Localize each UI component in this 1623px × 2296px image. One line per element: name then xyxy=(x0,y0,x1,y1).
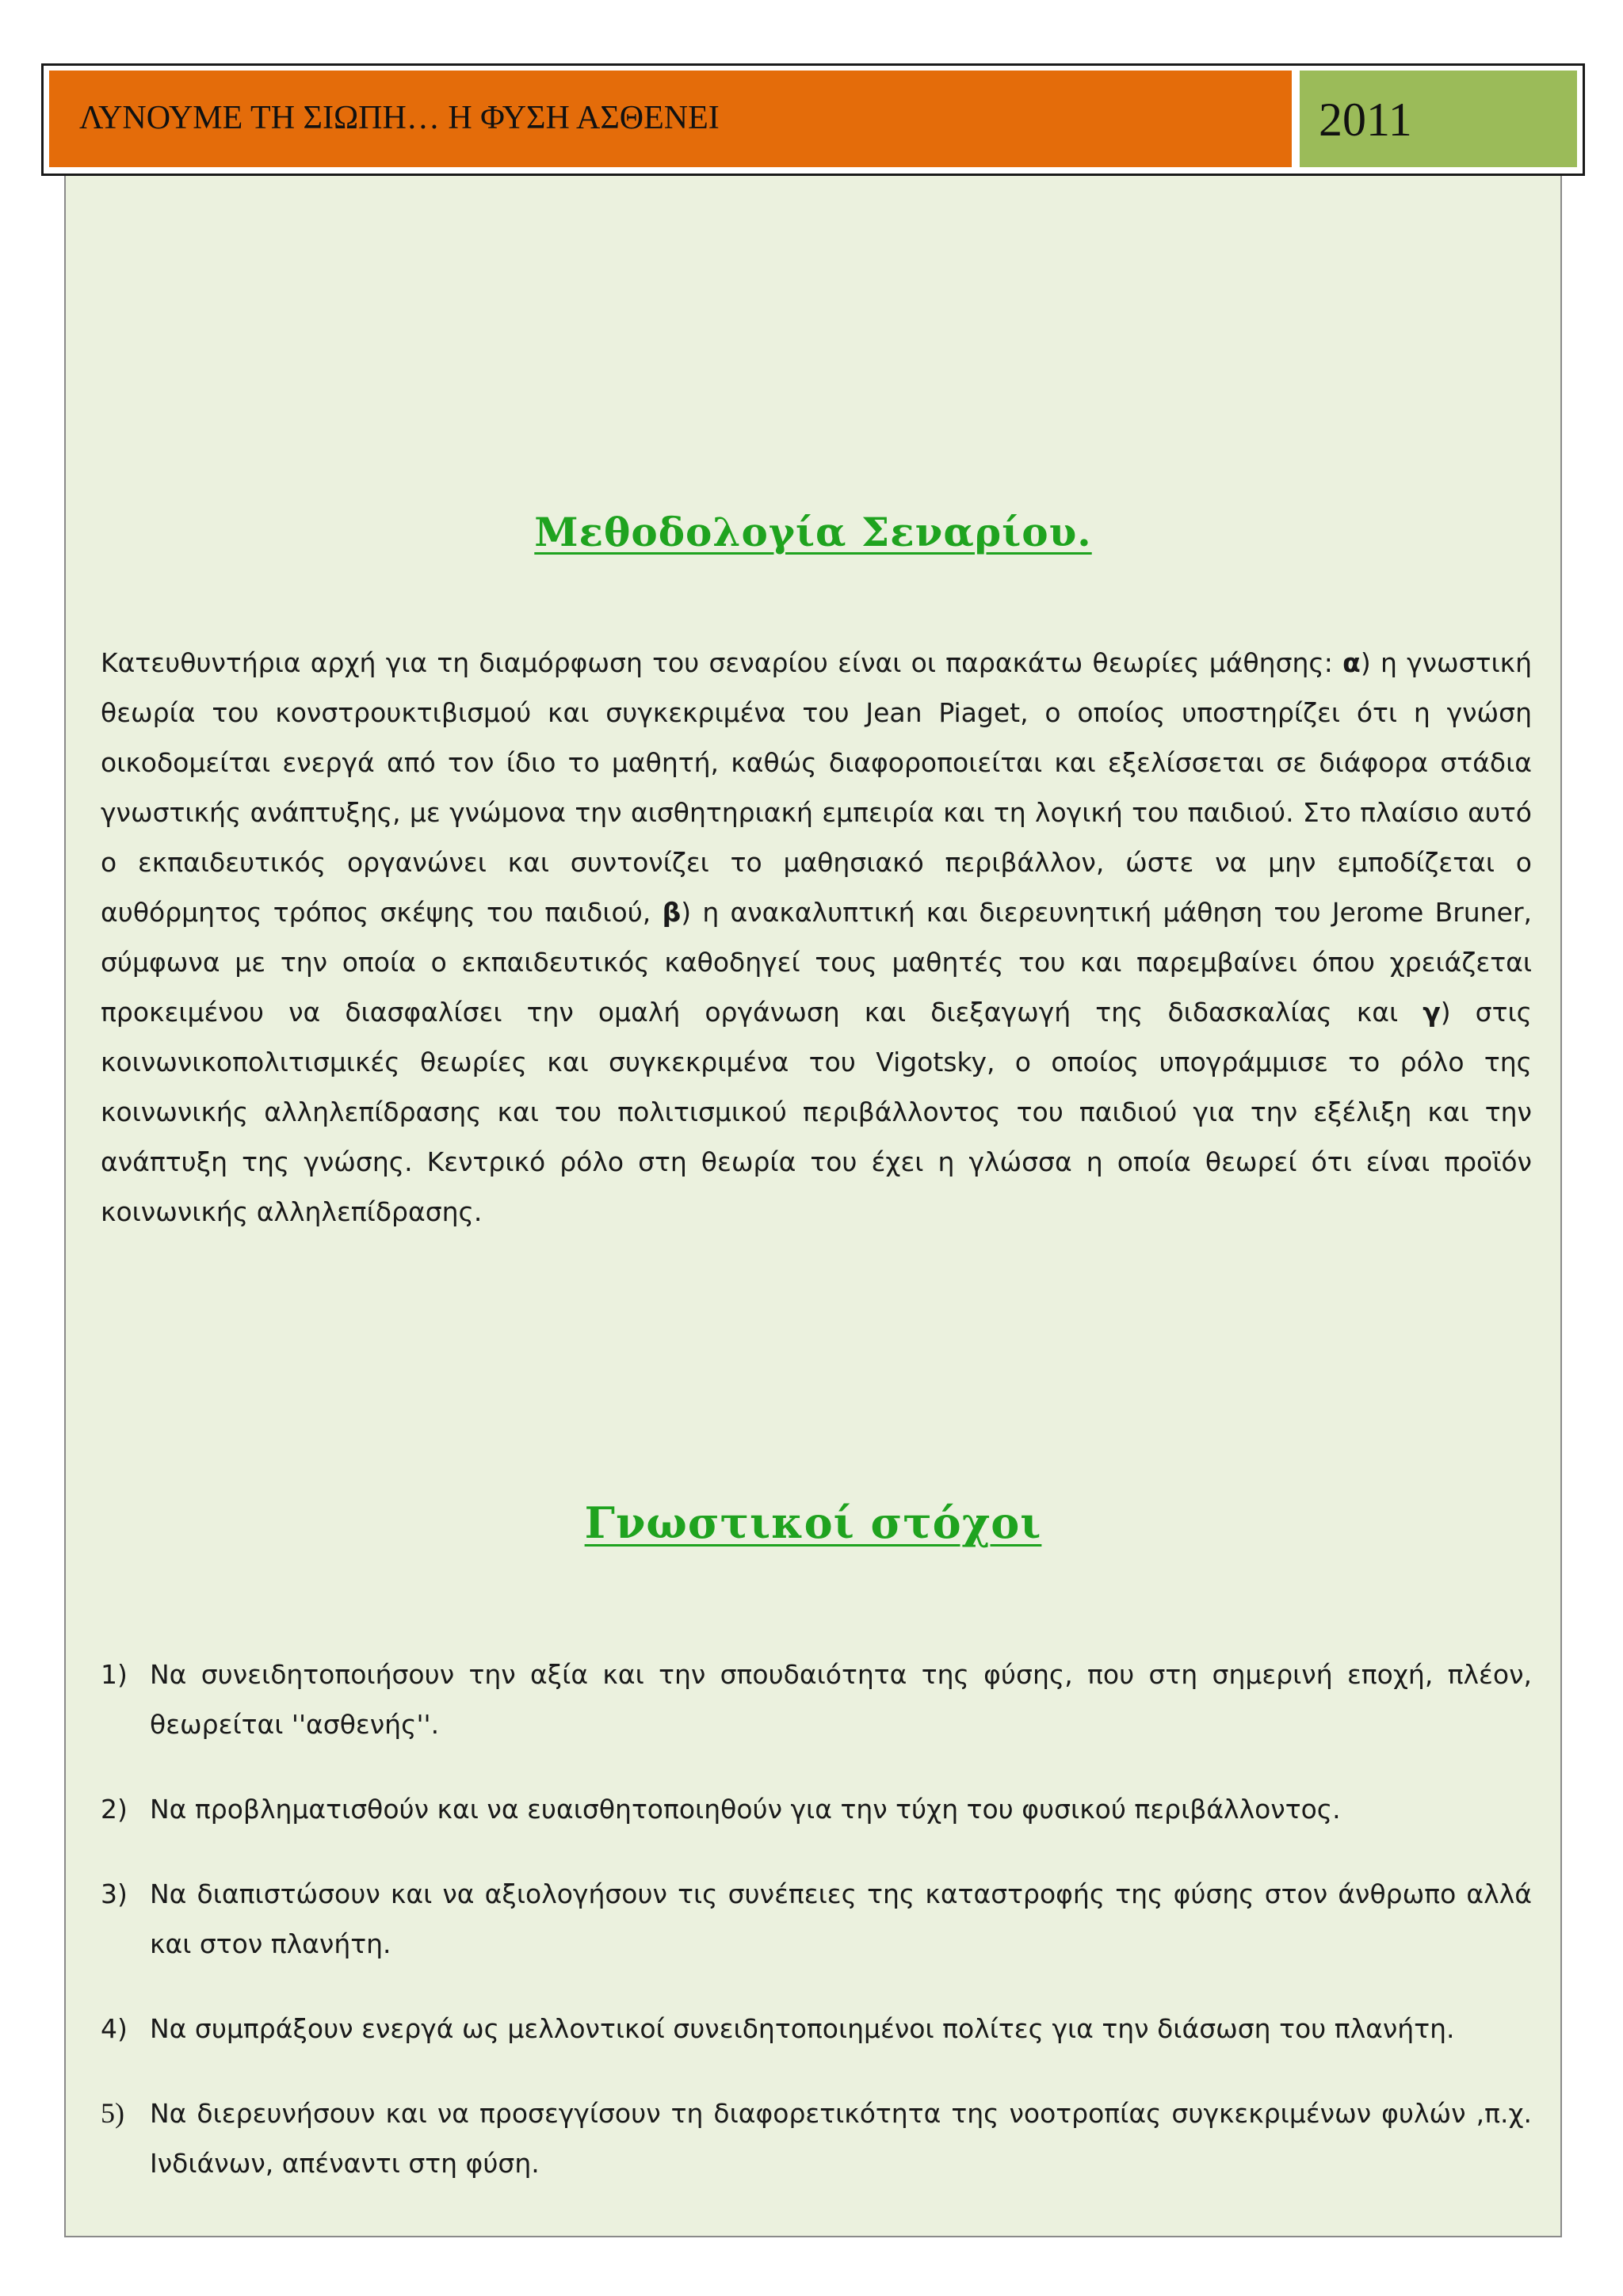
goal-item xyxy=(101,2088,1532,2188)
goal-item xyxy=(101,1784,1532,1834)
goal-text: Να συμπράξουν ενεργά ως μελλοντικοί συνειδητοποιημένοι πολίτες για την διάσωση του πλανήτη. xyxy=(150,2013,1455,2044)
goal-text: Να προβληματισθούν και να ευαισθητοποιηθούν για την τύχη του φυσικού περιβάλλοντος. xyxy=(150,1794,1341,1825)
methodology-text-part-1: Κατευθυντήρια αρχή για τη διαμόρφωση του σεναρίου είναι οι παρακάτω θεωρίες μάθησης: xyxy=(101,647,1343,678)
marker-alpha: α xyxy=(1342,647,1361,678)
header-title: ΛΥΝΟΥΜΕ ΤΗ ΣΙΩΠΗ… Η ΦΥΣΗ ΑΣΘΕΝΕΙ xyxy=(79,100,720,136)
goal-number: 3) xyxy=(101,1878,128,1909)
header-title-band xyxy=(49,71,1292,167)
marker-gamma: γ xyxy=(1423,997,1441,1028)
goal-text: Να διερευνήσουν και να προσεγγίσουν τη διαφορετικότητα της νοοτροπίας συγκεκριμένων φυλών ,π.χ. Ινδιάνων, απέναντι στη φύση. xyxy=(150,2098,1532,2179)
header-year-band xyxy=(1300,71,1577,167)
goal-item xyxy=(101,1869,1532,1969)
goal-item xyxy=(101,1650,1532,1749)
page-body xyxy=(64,176,1562,2237)
goal-text: Να διαπιστώσουν και να αξιολογήσουν τις συνέπειες της καταστροφής της φύσης στον άνθρωπο αλλά και στον πλανήτη. xyxy=(150,1878,1532,1959)
goal-number: 5) xyxy=(101,2097,124,2129)
goals-heading: Γνωστικοί στόχοι xyxy=(584,1497,1042,1548)
goal-number: 1) xyxy=(101,1659,128,1690)
methodology-paragraph xyxy=(101,638,1532,1237)
methodology-text-part-4: ) στις κοινωνικοπολιτισμικές θεωρίες και συγκεκριμένα του Vigotsky, ο οποίος υπογράμμισε το ρόλο της κοινωνικής αλληλεπίδρασης και του πολιτισμικού περιβάλλοντος του παιδιού για την εξέλιξη και την ανάπτυξη της γνώσης. Κεντρικό ρόλο στη θεωρία του έχει η γλώσσα η οποία θεωρεί ότι είναι προϊόν κοινωνικής αλληλεπίδρασης. xyxy=(101,997,1532,1227)
goal-number: 2) xyxy=(101,1794,128,1825)
methodology-text-part-3: ) η ανακαλυπτική και διερευνητική μάθηση του Jerome Bruner, σύμφωνα με την οποία ο εκπαιδευτικός καθοδηγεί τους μαθητές του και παρεμβαίνει όπου χρειάζεται προκειμένου να διασφαλίσει την ομαλή οργάνωση και διεξαγωγή της διδασκαλίας και xyxy=(101,897,1532,1028)
goal-number: 4) xyxy=(101,2013,128,2044)
goal-item xyxy=(101,2004,1532,2054)
methodology-text-part-2: ) η γνωστική θεωρία του κονστρουκτιβισμού και συγκεκριμένα του Jean Piaget, ο οποίος υποστηρίζει ότι η γνώση οικοδομείται ενεργά από τον ίδιο το μαθητή, καθώς διαφοροποιείται και εξελίσσεται σε διάφορα στάδια γνωστικής ανάπτυξης, με γνώμονα την αισθητηριακή εμπειρία και τη λογική του παιδιού. Στο πλαίσιο αυτό ο εκπαιδευτικός οργανώνει και συντονίζει το μαθησιακό περιβάλλον, ώστε να μην εμποδίζεται ο αυθόρμητος τρόπος σκέψης του παιδιού, xyxy=(101,647,1532,928)
goals-list xyxy=(101,1650,1532,2223)
marker-beta: β xyxy=(662,897,682,928)
header-year: 2011 xyxy=(1319,93,1412,146)
methodology-heading: Μεθοδολογία Σεναρίου. xyxy=(534,509,1092,555)
goal-text: Να συνειδητοποιήσουν την αξία και την σπουδαιότητα της φύσης, που στη σημερινή εποχή, πλέον, θεωρείται ''ασθενής''. xyxy=(150,1659,1532,1740)
